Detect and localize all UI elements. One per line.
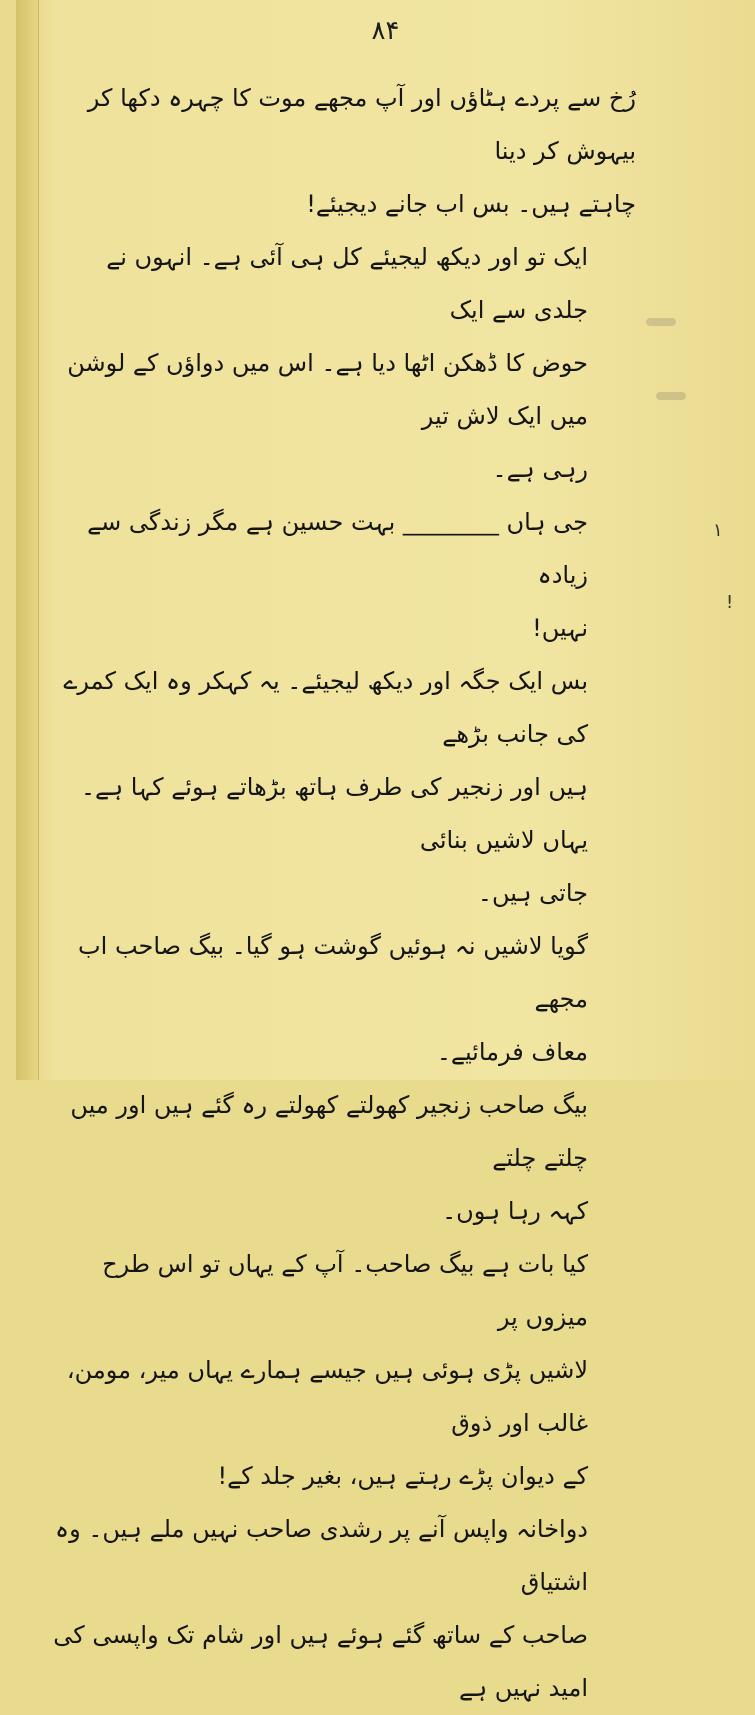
paragraph [46,231,636,496]
text-line: صاحب کے ساتھ گئے ہوئے ہیں اور شام تک واپسی کی امید نہیں ہے [53,1621,588,1702]
text-line: دواخانہ واپس آنے پر رشدی صاحب نہیں ملے ہیں۔ وہ اشتیاق [55,1515,588,1596]
text-line: نہیں! [532,614,588,642]
text-line: کیا بات ہے بیگ صاحب۔ آپ کے یہاں تو اس طرح میزوں پر [102,1250,588,1331]
book-page [16,0,755,1702]
page-smudge [646,318,676,326]
text-line: کہہ رہا ہوں۔ [442,1197,588,1225]
page-gutter [16,0,39,1080]
paragraph [46,655,636,920]
text-line: بیگ صاحب زنجیر کھولتے کھولتے رہ گئے ہیں اور میں چلتے چلتے [70,1091,588,1172]
text-line: رُخ سے پردے ہٹاؤں اور آپ مجھے موت کا چہرہ دکھا کر بیہوش کر دینا [87,84,636,165]
text-line: ایک تو اور دیکھ لیجیئے کل ہی آئی ہے۔ انہوں نے جلدی سے ایک [106,243,588,324]
text-line: حوض کا ڈھکن اٹھا دیا ہے۔ اس میں دواؤں کے لوشن میں ایک لاش تیر [67,349,588,430]
page-number: ۸۴ [371,16,400,46]
paragraph [46,1079,636,1238]
page-smudge [656,392,686,400]
text-line: کے دیوان پڑے رہتے ہیں، بغیر جلد کے! [217,1462,588,1490]
text-line: جی ہاں ________ بہت حسین ہے مگر زندگی سے زیادہ [87,508,588,589]
paragraph [46,1503,636,1715]
text-line: گویا لاشیں نہ ہوئیں گوشت ہو گیا۔ بیگ صاحب اب مجھے [78,932,588,1013]
paragraph [46,1238,636,1503]
margin-mark: ! [726,592,734,613]
text-line: رہی ہے۔ [492,455,588,483]
text-line: بس ایک جگہ اور دیکھ لیجیئے۔ یہ کہکر وہ ایک کمرے کی جانب بڑھے [63,667,588,748]
paragraph [46,920,636,1079]
text-line: چاہتے ہیں۔ بس اب جانے دیجیئے! [306,190,636,218]
text-line: معاف فرمائیے۔ [436,1038,588,1066]
urdu-body-text [46,72,636,1715]
margin-mark: ۱ [713,520,723,541]
paragraph [46,72,636,231]
text-line: جاتی ہیں۔ [477,879,588,907]
paragraph [46,496,636,655]
text-line: ہیں اور زنجیر کی طرف ہاتھ بڑھاتے ہوئے کہا ہے۔ یہاں لاشیں بنائی [80,773,588,854]
text-line: لاشیں پڑی ہوئی ہیں جیسے ہمارے یہاں میر، مومن، غالب اور ذوق [66,1356,588,1437]
